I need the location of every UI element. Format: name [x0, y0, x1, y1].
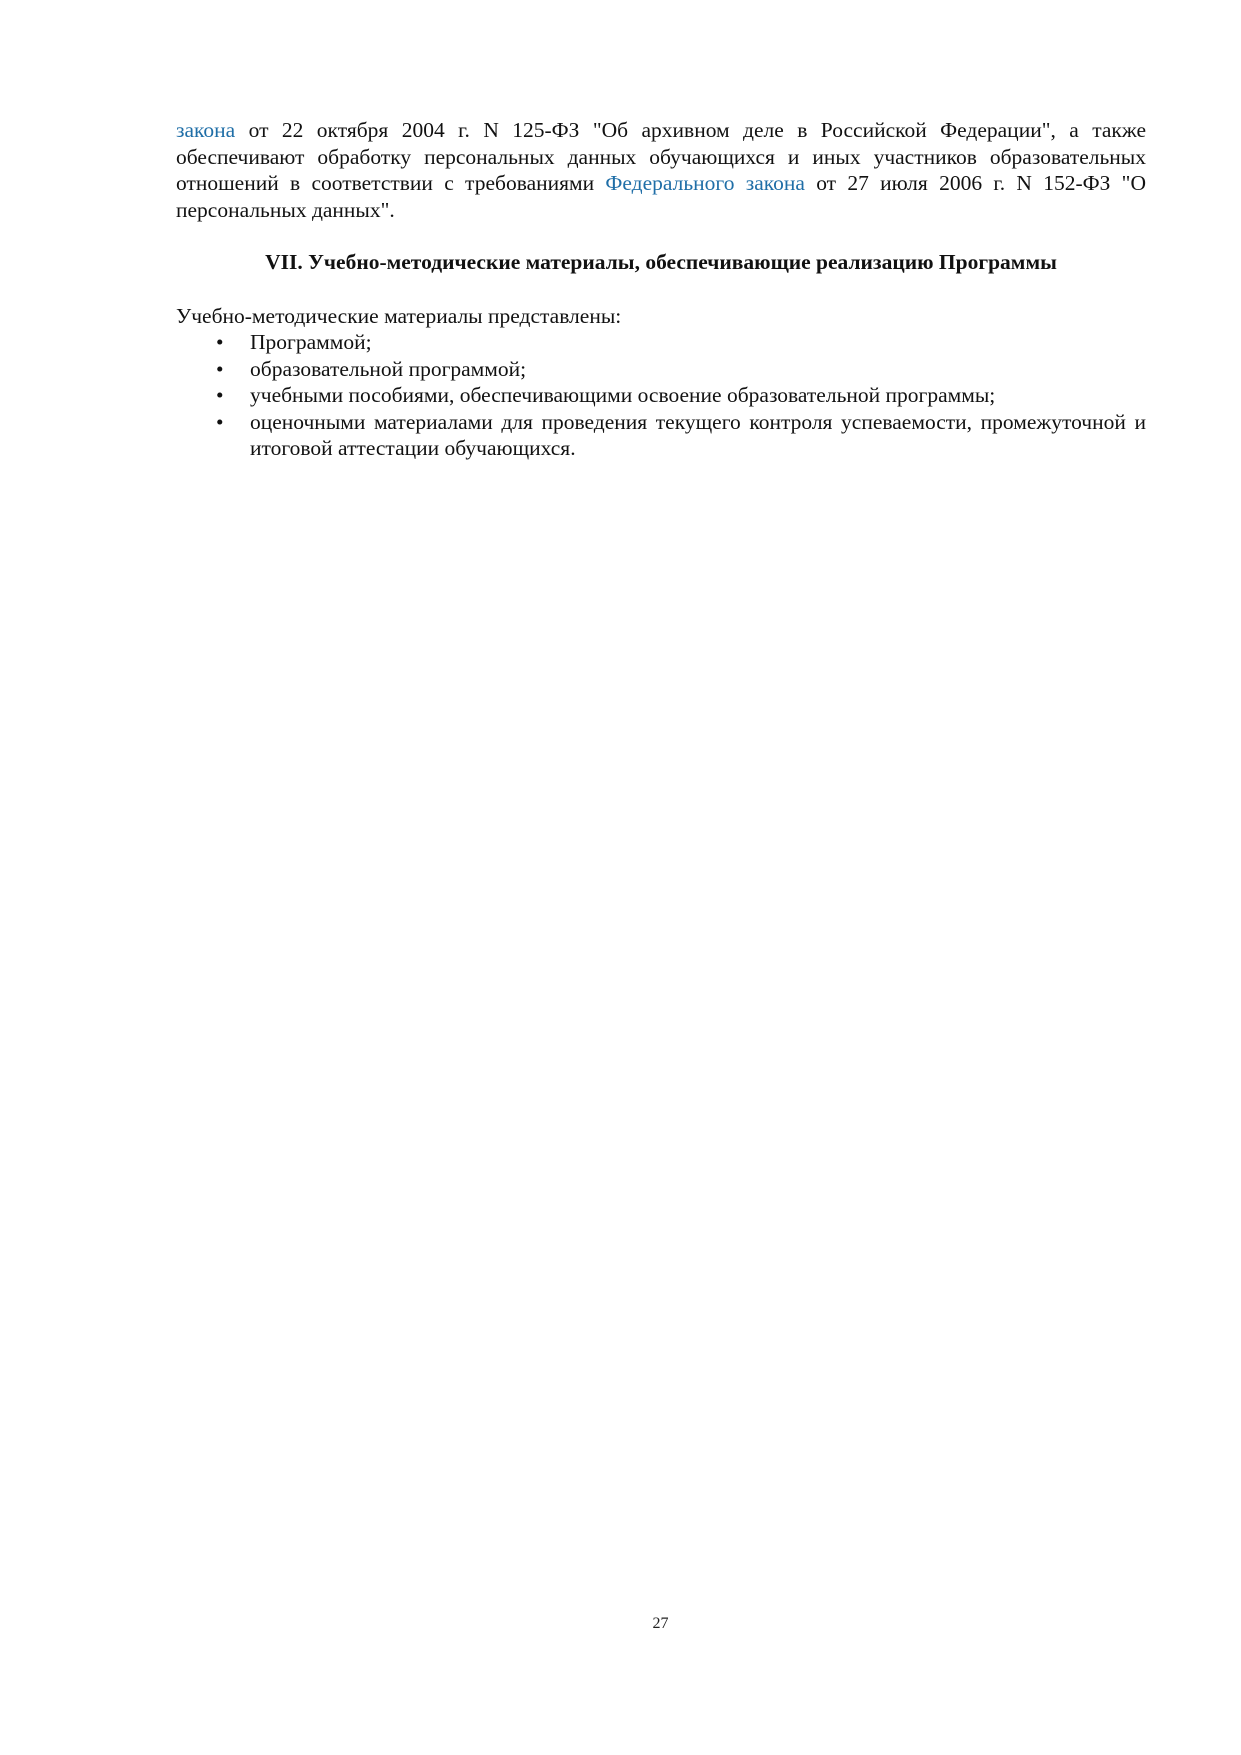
- list-item: [176, 409, 1146, 462]
- paragraph-text-1: от 22 октября 2004 г. N 125-ФЗ "Об архивном деле в Российской Федерации", а также обеспечивают обработку персональных данных обучающихся и иных участников образовательных отношений в соответствии с требованиями: [176, 118, 1146, 195]
- materials-list: [176, 329, 1146, 462]
- section-heading: VII. Учебно-методические материалы, обеспечивающие реализацию Программы: [265, 250, 1057, 274]
- list-item-text: учебными пособиями, обеспечивающими освоение образовательной программы;: [250, 383, 996, 407]
- page-number: 27: [652, 1615, 669, 1632]
- list-intro: Учебно-методические материалы представлены:: [176, 303, 622, 328]
- list-item: [176, 329, 1146, 356]
- law-link-zakona[interactable]: закона: [176, 118, 236, 142]
- bullet-icon: •: [216, 409, 224, 434]
- paragraph-archive-law: [176, 117, 1146, 223]
- paragraph-text-2: от 27 июля 2006 г. N 152-ФЗ "О персональных данных".: [176, 171, 1146, 222]
- law-link-federal-law[interactable]: Федерального закона: [605, 171, 805, 195]
- list-item-text: оценочными материалами для проведения текущего контроля успеваемости, промежуточной и итоговой аттестации обучающихся.: [250, 409, 1146, 460]
- list-item-text: Программой;: [250, 330, 372, 354]
- page-content: [176, 117, 1146, 462]
- bullet-icon: •: [216, 383, 224, 407]
- bullet-icon: •: [216, 356, 224, 381]
- list-item-text: образовательной программой;: [250, 356, 527, 381]
- bullet-icon: •: [216, 330, 224, 354]
- list-item: [176, 356, 1146, 383]
- list-item: [176, 382, 1146, 409]
